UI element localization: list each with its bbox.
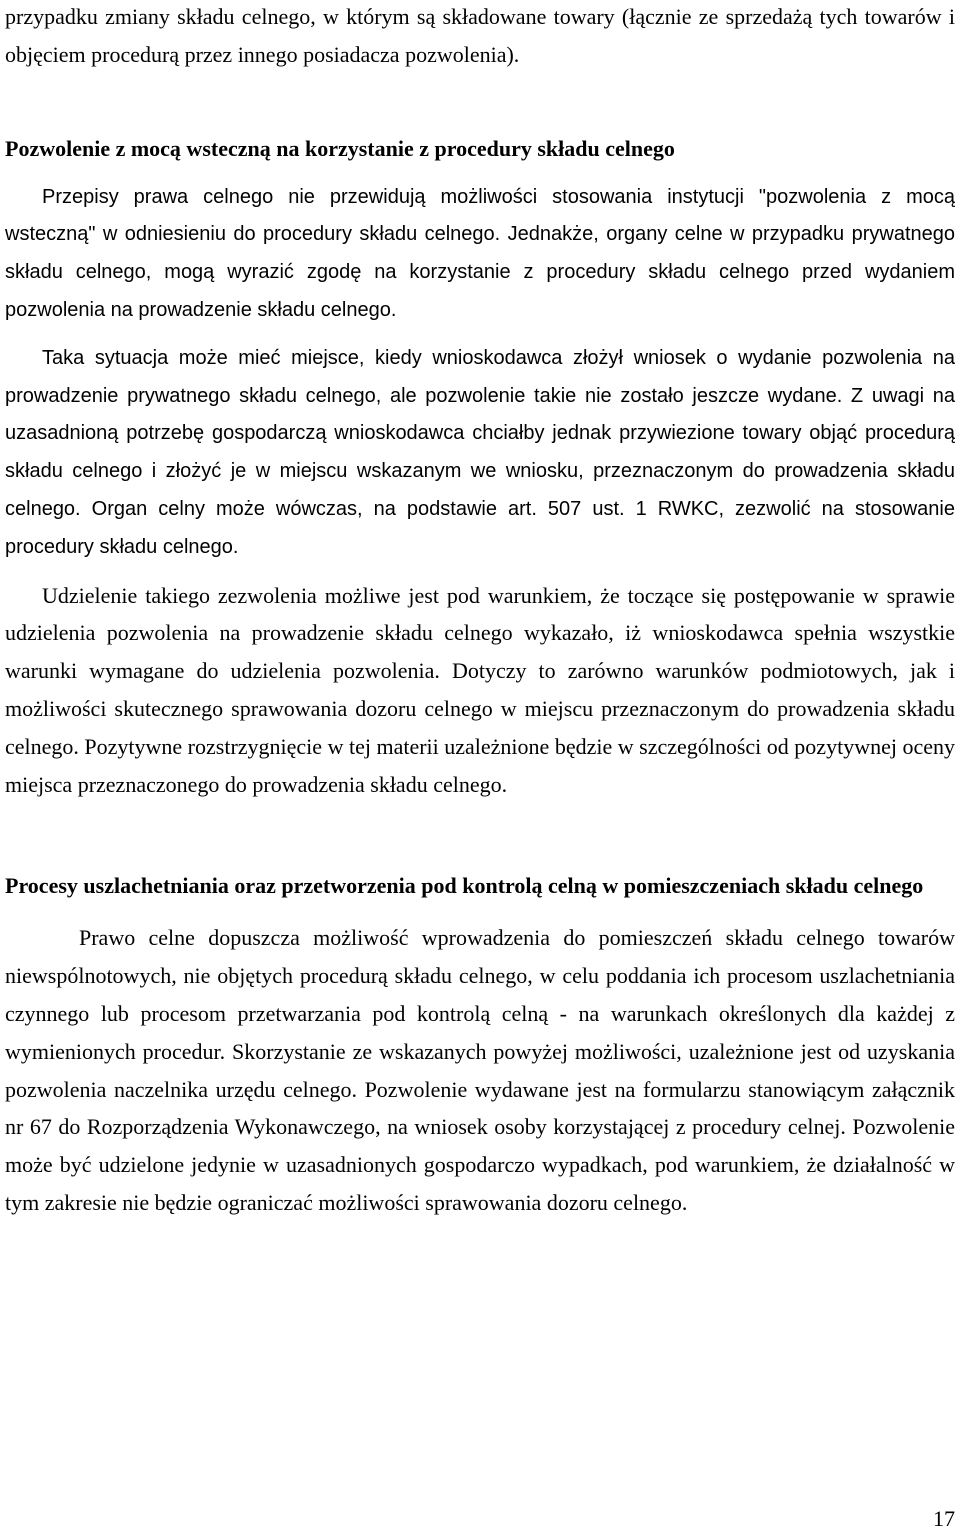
section-heading-processing: Procesy uszlachetniania oraz przetworzenia pod kontrolą celną w pomieszczeniach składu celnego	[5, 873, 924, 899]
page-number: 17	[933, 1506, 955, 1531]
paragraph-permit-conditions: Udzielenie takiego zezwolenia możliwe jest pod warunkiem, że toczące się postępowanie w sprawie udzielenia pozwolenia na prowadzenie składu celnego wykazało, iż wnioskodawca spełnia wszystkie warunki wymagane do udzielenia pozwolenia. Dotyczy to zarówno warunków podmiotowych, jak i możliwości skutecznego sprawowania dozoru celnego w miejscu przeznaczonym do prowadzenia składu celnego. Pozytywne rozstrzygnięcie w tej materii uzależnione będzie w szczególności od pozytywnej oceny miejsca przeznaczonego do prowadzenia składu celnego.	[5, 582, 955, 797]
paragraph-processing: Prawo celne dopuszcza możliwość wprowadzenia do pomieszczeń składu celnego towarów niewspólnotowych, nie objętych procedurą składu celnego, w celu poddania ich procesom uszlachetniania czynnego lub procesom przetwarzania pod kontrolą celną - na warunkach określonych dla każdej z wymienionych procedur. Skorzystanie ze wskazanych powyżej możliwości, uzależnione jest od uzyskania pozwolenia naczelnika urzędu celnego. Pozwolenie wydawane jest na formularzu stanowiącym załącznik nr 67 do Rozporządzenia Wykonawczego, na wniosek osoby korzystającej z procedury celnej. Pozwolenie może być udzielone jedynie w uzasadnionych gospodarczo wypadkach, pod warunkiem, że działalność w tym zakresie nie będzie ograniczać możliwości sprawowania dozoru celnego.	[5, 925, 955, 1215]
section-heading-retroactive-permit: Pozwolenie z mocą wsteczną na korzystanie z procedury składu celnego	[5, 135, 675, 161]
paragraph-situation-example: Taka sytuacja może mieć miejsce, kiedy wnioskodawca złożył wniosek o wydanie pozwolenia na prowadzenie prywatnego składu celnego, ale pozwolenie takie nie zostało jeszcze wydane. Z uwagi na uzasadnioną potrzebę gospodarczą wnioskodawca chciałby jednak przywiezione towary objąć procedurą składu celnego i złożyć je w miejscu wskazanym we wniosku, przeznaczonym do prowadzenia składu celnego. Organ celny może wówczas, na podstawie art. 507 ust. 1 RWKC, zezwolić na stosowanie procedury składu celnego.	[5, 346, 955, 558]
document-page	[5, 0, 955, 1222]
paragraph-retroactive-permit: Przepisy prawa celnego nie przewidują możliwości stosowania instytucji "pozwolenia z mocą wsteczną" w odniesieniu do procedury składu celnego. Jednakże, organy celne w przypadku prywatnego składu celnego, mogą wyrazić zgodę na korzystanie z procedury składu celnego przed wydaniem pozwolenia na prowadzenie składu celnego.	[5, 185, 955, 321]
intro-paragraph: przypadku zmiany składu celnego, w którym są składowane towary (łącznie ze sprzedażą tych towarów i objęciem procedurą przez innego posiadacza pozwolenia).	[5, 4, 955, 67]
